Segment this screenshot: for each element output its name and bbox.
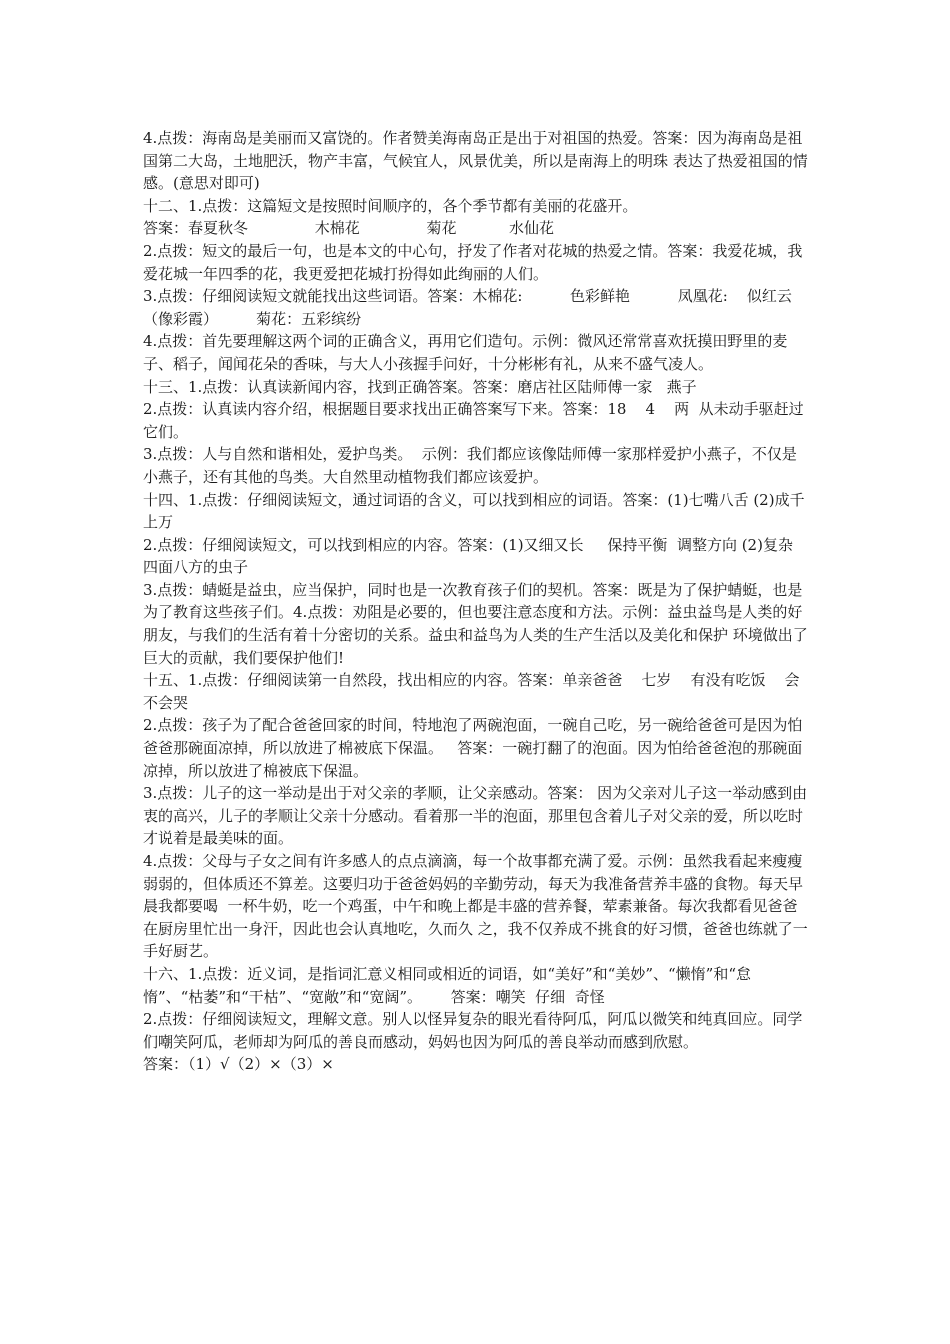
- paragraph-12-3: 3.点拨：仔细阅读短文就能找出这些词语。答案：木棉花: 色彩鲜艳 凤凰花: 似红云（像彩霞） 菊花：五彩缤纷: [143, 287, 792, 328]
- paragraph-15-3: 3.点拨：儿子的这一举动是出于对父亲的孝顺，让父亲感动。答案： 因为父亲对儿子这一举动感到由衷的高兴，儿子的孝顺让父亲十分感动。看着那一半的泡面，那里包含着儿子对父亲的爱，所以吃时才说着是最美味的面。: [143, 784, 808, 848]
- paragraph-12-1-answer: 答案：春夏秋冬 木棉花 菊花 水仙花: [143, 219, 554, 238]
- paragraph-16-2: 2.点拨：仔细阅读短文，理解文意。别人以怪异复杂的眼光看待阿瓜，阿瓜以微笑和纯真回应。同学们嘲笑阿瓜，老师却为阿瓜的善良而感动，妈妈也因为阿瓜的善良举动而感到欣慰。: [143, 1010, 803, 1051]
- paragraph-14-1: 十四、1.点拨：仔细阅读短文，通过词语的含义，可以找到相应的词语。答案：(1)七嘴八舌 (2)成千上万: [143, 490, 805, 532]
- paragraph-14-3-4: 3.点拨：蜻蜓是益虫，应当保护，同时也是一次教育孩子们的契机。答案：既是为了保护蜻蜓，也是为了教育这些孩子们。4.点拨：劝阻是必要的，但也要注意态度和方法。示例：益虫益鸟是人类的好朋友，与我们的生活有着十分密切的关系。益虫和益鸟为人类的生产生活以及美化和保护 环境做出了巨大的贡献，我们要保护他们!: [143, 580, 808, 667]
- paragraph-16-1: 十六、1.点拨：近义词，是指词汇意义相同或相近的词语，如“美好”和“美妙”、“懒惰”和“怠惰”、“枯萎”和“干枯”、“宽敞”和“宽阔”。 答案：嘲笑 仔细 奇怪: [143, 964, 751, 1006]
- paragraph-13-3: 3.点拨：人与自然和谐相处，爱护鸟类。 示例：我们都应该像陆师傅一家那样爱护小燕子，不仅是小燕子，还有其他的鸟类。大自然里动植物我们都应该爱护。: [143, 445, 797, 486]
- paragraph-16-answer: 答案：（1）√（2）×（3）×: [143, 1055, 334, 1074]
- paragraph-15-4: 4.点拨：父母与子女之间有许多感人的点点滴滴，每一个故事都充满了爱。示例：虽然我看起来瘦瘦弱弱的，但体质还不算差。这要归功于爸爸妈妈的辛勤劳动，每天为我准备营养丰盛的食物。每天早晨我都要喝 一杯牛奶，吃一个鸡蛋，中午和晚上都是丰盛的营养餐，荤素兼备。每次我都看见爸爸在厨房里忙出一身汗，因此也会认真地吃，久而久 之，我不仅养成不挑食的好习惯，爸爸也练就了一手好厨艺。: [143, 852, 808, 961]
- paragraph-12-4: 4.点拨：首先要理解这两个词的正确含义，再用它们造句。示例：微风还常常喜欢抚摸田野里的麦子、稻子，闻闻花朵的香味，与大人小孩握手问好，十分彬彬有礼，从来不盛气凌人。: [143, 332, 788, 373]
- paragraph-4-hainan: 4.点拨：海南岛是美丽而又富饶的。作者赞美海南岛正是出于对祖国的热爱。答案：因为海南岛是祖国第二大岛，土地肥沃，物产丰富，气候宜人，风景优美，所以是南海上的明珠 表达了热爱祖国的情感。(意思对即可): [143, 129, 808, 193]
- paragraph-12-1-point: 十二、1.点拨：这篇短文是按照时间顺序的，各个季节都有美丽的花盛开。: [143, 196, 638, 215]
- paragraph-13-1: 十三、1.点拨：认真读新闻内容，找到正确答案。答案：磨店社区陆师傅一家 燕子: [143, 377, 697, 396]
- paragraph-13-2: 2.点拨：认真读内容介绍，根据题目要求找出正确答案写下来。答案：18 4 两 从未动手驱赶过它们。: [143, 400, 804, 441]
- paragraph-12-2: 2.点拨：短文的最后一句，也是本文的中心句，抒发了作者对花城的热爱之情。答案：我爱花城，我爱花城一年四季的花，我更爱把花城打扮得如此绚丽的人们。: [143, 241, 803, 283]
- paragraph-15-2: 2.点拨：孩子为了配合爸爸回家的时间，特地泡了两碗泡面，一碗自己吃，另一碗给爸爸可是因为怕爸爸那碗面凉掉，所以放进了棉被底下保温。 答案：一碗打翻了的泡面。因为怕给爸爸泡的那碗面凉掉，所以放进了棉被底下保温。: [143, 716, 803, 780]
- paragraph-15-1: 十五、1.点拨：仔细阅读第一自然段，找出相应的内容。答案：单亲爸爸 七岁 有没有吃饭 会不会哭: [143, 671, 800, 712]
- paragraph-14-2: 2.点拨：仔细阅读短文，可以找到相应的内容。答案：(1)又细又长 保持平衡 调整方向 (2)复杂 四面八方的虫子: [143, 535, 808, 577]
- answer-key-text: [143, 127, 811, 1076]
